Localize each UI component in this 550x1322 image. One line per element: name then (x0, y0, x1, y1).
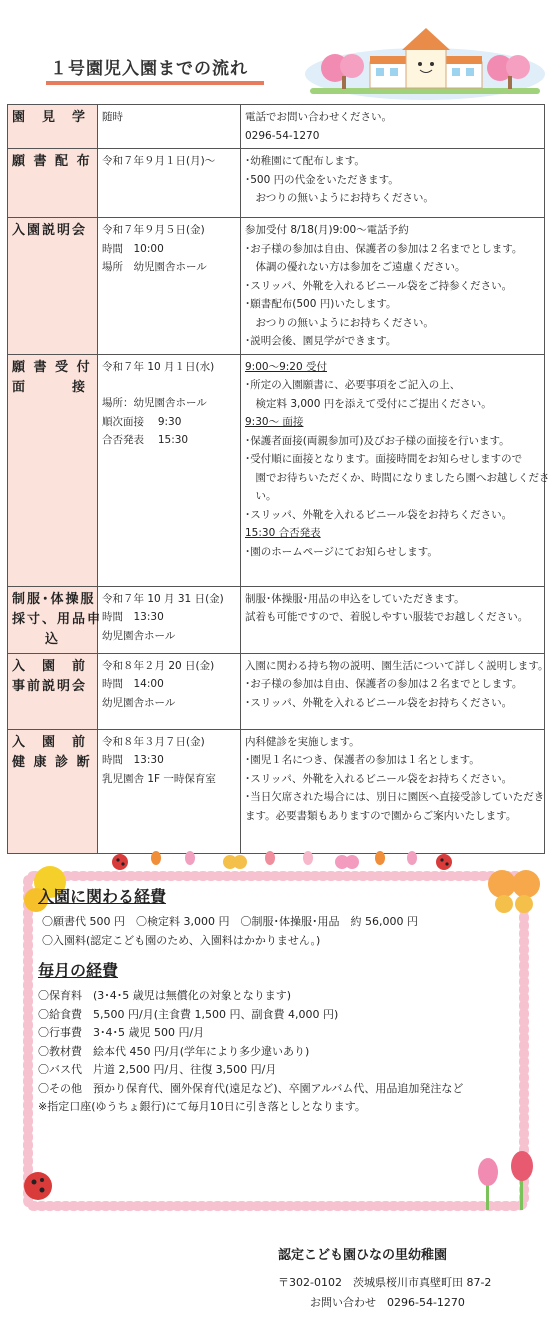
step-detail-line: ます。必要書類もありますので園からご案内いたします。 (245, 809, 517, 822)
step-label-cell (8, 653, 98, 729)
step-detail-line: ･スリッパ、外靴を入れるビニール袋をお持ちください。 (245, 772, 513, 785)
step-date-line: 令和７年９月１日(月)～ (102, 155, 216, 167)
tulip-icon (407, 851, 417, 865)
step-date-line: 順次面接 9:30 (102, 415, 182, 428)
step-date-line: 幼児園舎ホール (102, 629, 176, 642)
flow-row (8, 729, 545, 853)
step-detail-line: ･願書配布(500 円)いたします。 (245, 298, 397, 310)
step-detail-line: 電話でお問い合わせください。 (245, 111, 392, 123)
kindergarten-illustration (300, 20, 550, 100)
flow-row (8, 354, 545, 586)
step-detail-cell (241, 586, 545, 653)
step-detail-line: ･園児１名につき、保護者の参加は１名とします。 (245, 754, 480, 766)
step-date-line: 時間 10:00 (102, 242, 164, 255)
step-detail-line: ･幼稚園にて配布します。 (245, 155, 365, 167)
step-date-line: 乳児園舎 1F 一時保育室 (102, 772, 216, 785)
step-detail-line: 9:00～9:20 受付 (245, 360, 327, 373)
step-detail-line: ･お子様の参加は自由、保護者の参加は２名までとします。 (245, 242, 523, 255)
step-date-cell (98, 105, 241, 149)
monthly-fee-item: 〇行事費 3･4･5 歳児 500 円/月 (38, 1026, 205, 1039)
step-detail-cell (241, 105, 545, 149)
step-detail-line: 入園に関わる持ち物の説明、園生活について詳しく説明します。 (245, 659, 549, 672)
step-detail-line: ･当日欠席された場合には、別日に園医へ直接受診していただき (245, 791, 545, 803)
step-detail-line: 試着も可能ですので、着脱しやすい服装でお越しください。 (245, 611, 529, 623)
entry-fees-heading: 入園に関わる経費 (38, 887, 167, 906)
step-detail-line: 制服･体操服･用品の申込をしていただきます。 (245, 592, 465, 605)
monthly-fee-item: 〇教材費 絵本代 450 円/月(学年により多少違いあり) (38, 1044, 310, 1058)
flow-row (8, 653, 545, 729)
flow-row (8, 586, 545, 653)
page-title: １号園児入園までの流れ (50, 59, 248, 79)
tulip-icon (185, 851, 195, 865)
step-date-line: 令和７年 10 月１日(水) (102, 360, 215, 373)
step-label-cell (8, 105, 98, 149)
step-detail-line: ･説明会後、園見学ができます。 (245, 335, 397, 347)
step-detail-line: 検定料 3,000 円を添えて受付にご提出ください。 (245, 397, 492, 410)
monthly-fees-list (38, 987, 514, 1117)
monthly-fee-item: 〇保育料 (3･4･5 歳児は無償化の対象となります) (38, 989, 292, 1002)
step-detail-line: 内科健診を実施します。 (245, 735, 360, 748)
step-date-cell (98, 354, 241, 586)
butterfly-icon (335, 855, 359, 869)
step-date-cell (98, 218, 241, 355)
step-date-line: 令和８年３月７日(金) (102, 735, 205, 748)
address: 〒302-0102 茨城県桜川市真壁町田 87-2 (278, 1276, 492, 1289)
step-label-cell (8, 149, 98, 218)
step-label: 採寸、用品申 (12, 611, 103, 627)
title-underline (46, 81, 264, 85)
step-date-line: 令和８年２月 20 日(金) (102, 659, 215, 672)
step-detail-line: ･スリッパ、外靴を入れるビニール袋をお持ちください。 (245, 696, 513, 709)
kindergarten-name: 認定こども園ひなの里幼稚園 (278, 1248, 448, 1263)
flow-row (8, 149, 545, 218)
step-date-line: 令和７年９月５日(金) (102, 224, 205, 236)
step-detail-cell (241, 354, 550, 586)
monthly-fee-item: 〇その他 預かり保育代、園外保育代(遠足など)、卒園アルバム代、用品追加発注など (38, 1081, 464, 1095)
step-detail-line: ･スリッパ、外靴を入れるビニール袋をご持参ください。 (245, 279, 513, 292)
step-date-line: 幼児園舎ホール (102, 696, 176, 709)
step-detail-line: い。 (245, 490, 277, 502)
entry-fee-item: 〇入園料(認定こども園のため、入園料はかかりません。) (42, 933, 321, 947)
entry-fees-list (42, 913, 514, 950)
step-detail-line: ･所定の入園願書に、必要事項をご記入の上、 (245, 379, 461, 391)
step-date-line: 場所：幼児園舎ホール (102, 397, 207, 409)
step-label: 事前説明会 (12, 678, 88, 694)
step-detail-line: おつりの無いようにお持ちください。 (245, 316, 434, 329)
step-date-line: 時間 13:30 (102, 754, 164, 766)
step-label: 園 見 学 (12, 110, 88, 125)
step-detail-line: ･500 円の代金をいただきます。 (245, 173, 399, 186)
step-detail-line: 園でお待ちいただくか、時間になりましたら園へお越しくださ (245, 471, 550, 484)
flow-row (8, 105, 545, 149)
step-label-cell (8, 586, 103, 653)
step-detail-line: ･受付順に面接となります。面接時間をお知らせしますので (245, 453, 523, 465)
step-date-cell (98, 653, 241, 729)
step-label: 面 接 (12, 379, 88, 395)
monthly-fee-item: ※指定口座(ゆうちょ銀行)にて毎月10日に引き落としとなります。 (38, 1100, 366, 1113)
step-date-line: 時間 13:30 (102, 611, 164, 623)
step-detail-line: 9:30～ 面接 (245, 416, 304, 428)
step-detail-line: ･保護者面接(両親参加可)及びお子様の面接を行います。 (245, 434, 510, 447)
butterfly-icon (223, 855, 247, 869)
step-detail-cell (241, 218, 545, 355)
step-detail-line: 15:30 合否発表 (245, 527, 321, 539)
page-header (0, 0, 550, 100)
step-detail-cell (241, 653, 549, 729)
step-detail-line: ･園のホームページにてお知らせします。 (245, 545, 438, 558)
step-date-cell (98, 149, 241, 218)
tulip-icon (151, 851, 161, 865)
step-date-line: 場所 幼児園舎ホール (102, 261, 207, 273)
tulip-icon (303, 851, 313, 865)
school-building-icon (370, 28, 482, 88)
step-label: 入 園 前 (12, 658, 88, 674)
step-label: 入園説明会 (12, 223, 88, 238)
step-label: 健 康 診 断 (12, 754, 92, 770)
step-detail-line: 0296-54-1270 (245, 129, 320, 142)
step-detail-line: ･お子様の参加は自由、保護者の参加は２名までとします。 (245, 678, 523, 690)
entry-fee-item: 〇願書代 500 円 〇検定料 3,000 円 〇制服･体操服･用品 約 56,000 円 (42, 915, 418, 928)
monthly-fees-heading: 毎月の経費 (38, 961, 119, 980)
step-detail-cell (241, 149, 545, 218)
step-detail-cell (241, 729, 545, 853)
step-label: 入 園 前 (12, 734, 88, 750)
admission-flow-table (7, 104, 550, 854)
step-date-line (102, 376, 236, 394)
monthly-fee-item: 〇バス代 片道 2,500 円/月、往復 3,500 円/月 (38, 1063, 277, 1076)
step-label: 願 書 配 布 (12, 154, 92, 169)
flow-row (8, 218, 545, 355)
step-label-cell (8, 218, 98, 355)
step-detail-line: 参加受付 8/18(月)9:00～電話予約 (245, 224, 409, 236)
step-detail-line: 体調の優れない方は参加をご遠慮ください。 (245, 261, 466, 273)
step-detail-line: ･スリッパ、外靴を入れるビニール袋をお持ちください。 (245, 508, 513, 521)
step-label: 込 (44, 631, 60, 647)
fees-box (38, 880, 514, 1198)
ladybug-icon (436, 854, 452, 870)
tulip-icon (375, 851, 385, 865)
step-label: 願 書 受 付 (12, 359, 92, 375)
step-date-cell (98, 729, 241, 853)
step-date-line: 随時 (102, 111, 123, 123)
step-detail-line: おつりの無いようにお持ちください。 (245, 192, 434, 204)
step-date-cell (98, 586, 241, 653)
step-date-line: 合否発表 15:30 (102, 434, 189, 446)
step-date-line: 時間 14:00 (102, 678, 164, 690)
step-label: 制服･体操服 (12, 591, 96, 607)
ladybug-icon (112, 854, 128, 870)
tulip-icon (265, 851, 275, 865)
step-label-cell (8, 729, 98, 853)
step-label-cell (8, 354, 98, 586)
monthly-fee-item: 〇給食費 5,500 円/月(主食費 1,500 円、副食費 4,000 円) (38, 1007, 339, 1021)
step-date-line: 令和７年 10 月 31 日(金) (102, 592, 224, 605)
contact-phone: お問い合わせ 0296-54-1270 (310, 1296, 465, 1309)
